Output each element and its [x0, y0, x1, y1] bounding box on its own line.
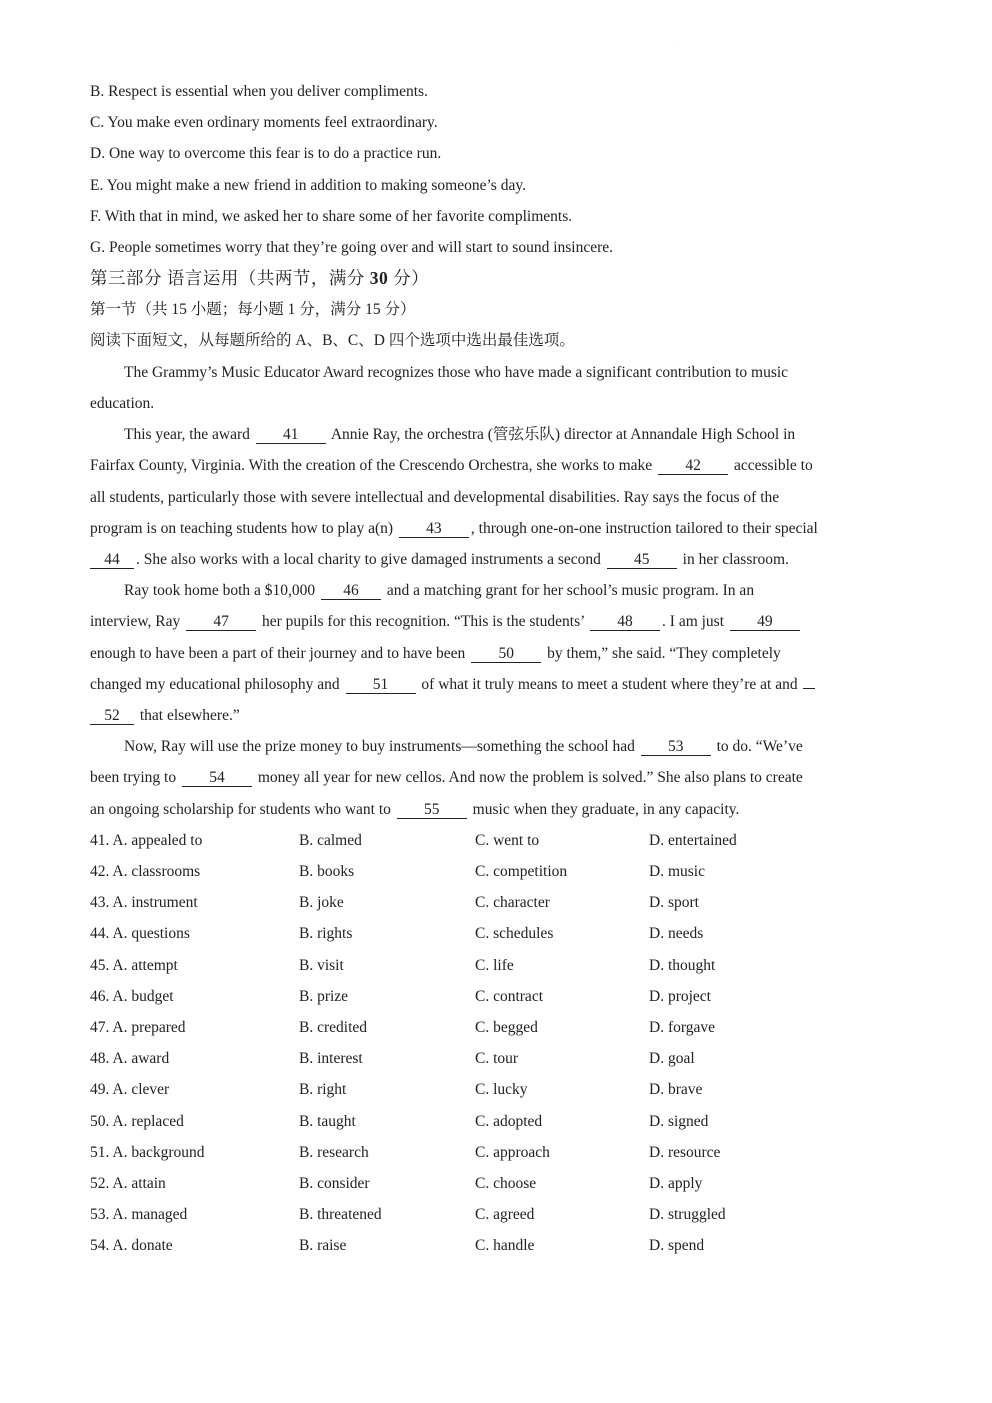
passage-line: all students, particularly those with severe intellectual and developmental disabilities. Ray says the focus of the: [90, 489, 780, 506]
page-mark: ·: [676, 40, 678, 46]
choice-c: C. life: [475, 957, 514, 974]
choice-a: 46. A. budget: [90, 988, 174, 1005]
option-d: D. One way to overcome this fear is to do a practice run.: [90, 145, 442, 162]
blank-54: 54: [182, 769, 252, 787]
passage-line: Fairfax County, Virginia. With the creation of the Crescendo Orchestra, she works to make 42 accessible to: [90, 457, 813, 474]
passage-line: program is on teaching students how to play a(n) 43 , through one-on-one instruction tailored to their special: [90, 520, 818, 537]
choice-b: B. books: [299, 863, 355, 880]
blank-52: 52: [90, 707, 134, 725]
choice-d: D. thought: [649, 957, 716, 974]
blank-48: 48: [590, 613, 660, 631]
choice-a: 49. A. clever: [90, 1081, 170, 1098]
blank-46: 46: [321, 582, 381, 600]
choice-d: D. spend: [649, 1237, 705, 1254]
choice-b: B. prize: [299, 988, 349, 1005]
blank-50: 50: [471, 645, 541, 663]
choice-a: 45. A. attempt: [90, 957, 178, 974]
passage-line: interview, Ray 47 her pupils for this recognition. “This is the students’ 48 . I am just 49: [90, 612, 802, 632]
passage-line: 52 that elsewhere.”: [90, 706, 240, 726]
choice-c: C. agreed: [475, 1206, 535, 1223]
choice-a: 41. A. appealed to: [90, 832, 203, 849]
choice-b: B. calmed: [299, 832, 362, 849]
passage-line: Now, Ray will use the prize money to buy instruments—something the school had 53 to do. “We’ve: [124, 738, 803, 755]
choice-d: D. struggled: [649, 1206, 726, 1223]
choice-a: 42. A. classrooms: [90, 863, 201, 880]
choice-d: D. resource: [649, 1144, 721, 1161]
choice-d: D. sport: [649, 894, 699, 911]
passage-line: 44 . She also works with a local charity to give damaged instruments a second 45 in her classroom.: [90, 550, 789, 570]
choice-b: B. joke: [299, 894, 344, 911]
blank-55: 55: [397, 801, 467, 819]
option-c: C. You make even ordinary moments feel extraordinary.: [90, 114, 438, 131]
choice-c: C. competition: [475, 863, 568, 880]
passage-line: The Grammy’s Music Educator Award recognizes those who have made a significant contribution to music: [124, 364, 789, 381]
choice-b: B. consider: [299, 1175, 370, 1192]
choice-c: C. contract: [475, 988, 544, 1005]
blank-44: 44: [90, 551, 134, 569]
blank-53: 53: [641, 738, 711, 756]
option-b: B. Respect is essential when you deliver compliments.: [90, 83, 428, 100]
choice-a: 51. A. background: [90, 1144, 205, 1161]
option-g: G. People sometimes worry that they’re going over and will start to sound insincere.: [90, 239, 614, 256]
blank-47: 47: [186, 613, 256, 631]
choice-a: 48. A. award: [90, 1050, 170, 1067]
blank-45: 45: [607, 551, 677, 569]
choice-b: B. threatened: [299, 1206, 382, 1223]
blank-49: 49: [730, 613, 800, 631]
choice-a: 52. A. attain: [90, 1175, 166, 1192]
choice-b: B. interest: [299, 1050, 363, 1067]
section-subtitle: 第一节（共 15 小题；每小题 1 分，满分 15 分）: [90, 301, 416, 318]
passage-line: enough to have been a part of their journey and to have been 50 by them,” she said. “They completely: [90, 645, 781, 662]
passage-line: This year, the award 41 Annie Ray, the orchestra (管弦乐队) director at Annandale High School in: [124, 426, 796, 443]
choice-d: D. needs: [649, 925, 704, 942]
choice-b: B. raise: [299, 1237, 347, 1254]
option-f: F. With that in mind, we asked her to share some of her favorite compliments.: [90, 208, 573, 225]
choice-a: 50. A. replaced: [90, 1113, 184, 1130]
choice-a: 43. A. instrument: [90, 894, 198, 911]
choice-d: D. goal: [649, 1050, 695, 1067]
choice-d: D. brave: [649, 1081, 703, 1098]
choice-d: D. entertained: [649, 832, 737, 849]
choice-c: C. went to: [475, 832, 540, 849]
choice-b: B. research: [299, 1144, 369, 1161]
option-e: E. You might make a new friend in addition to making someone’s day.: [90, 177, 526, 194]
choice-d: D. music: [649, 863, 705, 880]
choice-a: 47. A. prepared: [90, 1019, 186, 1036]
section-title: 第三部分 语言运用（共两节，满分 30 分）: [90, 268, 430, 288]
choice-a: 44. A. questions: [90, 925, 190, 942]
passage-line: education.: [90, 395, 155, 412]
choice-c: C. choose: [475, 1175, 537, 1192]
choice-d: D. signed: [649, 1113, 709, 1130]
choice-b: B. credited: [299, 1019, 368, 1036]
choice-c: C. lucky: [475, 1081, 528, 1098]
choice-a: 53. A. managed: [90, 1206, 188, 1223]
choice-a: 54. A. donate: [90, 1237, 173, 1254]
passage-line: been trying to 54 money all year for new cellos. And now the problem is solved.” She also plans to create: [90, 769, 803, 786]
choice-c: C. tour: [475, 1050, 519, 1067]
choice-b: B. rights: [299, 925, 353, 942]
choice-d: D. forgave: [649, 1019, 715, 1036]
choice-b: B. visit: [299, 957, 344, 974]
passage-line: changed my educational philosophy and 51 of what it truly means to meet a student where they’re at and: [90, 675, 817, 695]
choice-b: B. right: [299, 1081, 347, 1098]
choice-c: C. adopted: [475, 1113, 543, 1130]
choice-b: B. taught: [299, 1113, 356, 1130]
passage-line: an ongoing scholarship for students who want to 55 music when they graduate, in any capacity.: [90, 801, 740, 818]
choice-c: C. character: [475, 894, 550, 911]
passage-line: Ray took home both a $10,000 46 and a matching grant for her school’s music program. In an: [124, 582, 755, 599]
choice-c: C. approach: [475, 1144, 550, 1161]
choice-c: C. schedules: [475, 925, 554, 942]
blank-43: 43: [399, 520, 469, 538]
section-instruction: 阅读下面短文，从每题所给的 A、B、C、D 四个选项中选出最佳选项。: [90, 332, 575, 349]
choice-d: D. project: [649, 988, 711, 1005]
blank-41: 41: [256, 426, 326, 444]
blank-42: 42: [658, 457, 728, 475]
choice-d: D. apply: [649, 1175, 703, 1192]
choice-c: C. begged: [475, 1019, 538, 1036]
choice-c: C. handle: [475, 1237, 535, 1254]
blank-52-start: [803, 688, 815, 689]
blank-51: 51: [346, 676, 416, 694]
